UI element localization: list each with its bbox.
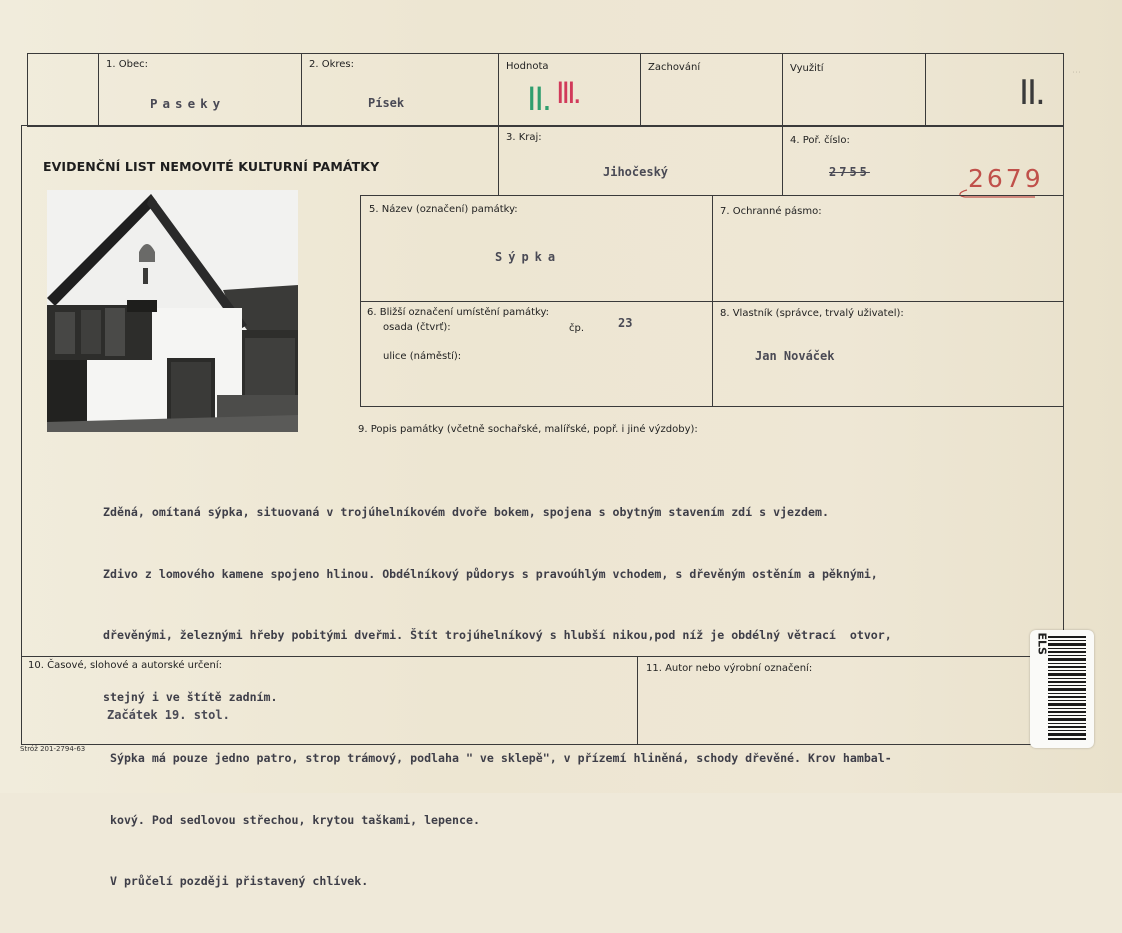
ulice-label: ulice (náměstí):: [383, 351, 462, 362]
popis-line: Sýpka má pouze jedno patro, strop trámový, podlaha " ve sklepě", v přízemí hliněná, schody dřevěné. Krov hambal-: [103, 751, 892, 765]
bleed-through-text: ⋯: [1072, 68, 1081, 78]
vyuziti-label: Využití: [790, 63, 824, 74]
popis-line: dřevěnými, železnými hřeby pobitými dveřmi. Štít trojúhelníkový s hlubší nikou,pod níž je obdélný větrací otvor,: [103, 628, 892, 642]
por-cislo-struck: 2755: [829, 165, 870, 179]
obec-label: 1. Obec:: [106, 59, 148, 70]
monument-photo: [47, 190, 298, 432]
hodnota-value-green: II.: [527, 80, 551, 118]
barcode-sticker: [1030, 630, 1094, 748]
por-cislo-label: 4. Poř. číslo:: [790, 135, 850, 146]
autor-label: 11. Autor nebo výrobní označení:: [646, 663, 813, 674]
nazev-value: Sýpka: [495, 250, 562, 264]
popis-line: Zděná, omítaná sýpka, situovaná v trojúhelníkovém dvoře bokem, spojena s obytným stavením zdí s vjezdem.: [103, 505, 829, 519]
corner-mark: II.: [1019, 73, 1044, 113]
obec-value: Paseky: [150, 96, 226, 111]
footer-code: Stróž 201-2794-63: [20, 745, 86, 753]
hodnota-value-red: III.: [556, 76, 579, 110]
vlastnik-value: Jan Nováček: [755, 349, 835, 363]
popis-line: stejný i ve štítě zadním.: [103, 689, 278, 704]
kraj-value: Jihočeský: [603, 165, 669, 179]
por-cislo-new: 2679: [968, 164, 1044, 193]
hodnota-label: Hodnota: [506, 61, 549, 72]
kraj-label: 3. Kraj:: [506, 132, 542, 143]
vlastnik-label: 8. Vlastník (správce, trvalý uživatel):: [720, 308, 904, 319]
form-title: EVIDENČNÍ LIST NEMOVITÉ KULTURNÍ PAMÁTKY: [43, 159, 380, 174]
barcode-icon: [1048, 636, 1086, 742]
osada-label: osada (čtvrť):: [383, 322, 451, 333]
zachovani-label: Zachování: [648, 62, 701, 73]
popis-label: 9. Popis památky (včetně sochařské, malířské, popř. i jiné výzdoby):: [358, 424, 698, 435]
umisteni-label: 6. Bližší označení umístění památky:: [367, 307, 550, 318]
ochranne-pasmo-label: 7. Ochranné pásmo:: [720, 206, 822, 217]
okres-label: 2. Okres:: [309, 59, 355, 70]
casove-value: Začátek 19. stol.: [107, 708, 230, 722]
popis-line: Zdivo z lomového kamene spojeno hlinou. Obdélníkový půdorys s pravoúhlým vchodem, s dřevěným ostěním a pěknými,: [103, 566, 878, 581]
barcode-text: ELS: [1035, 632, 1049, 655]
popis-text: [103, 461, 1028, 933]
cp-label: čp.: [569, 323, 585, 334]
casove-label: 10. Časové, slohové a autorské určení:: [28, 660, 223, 671]
popis-line: V průčelí později přistavený chlívek.: [103, 874, 369, 888]
cp-value: 23: [618, 316, 633, 330]
okres-value: Písek: [368, 96, 405, 110]
popis-line: kový. Pod sedlovou střechou, krytou taškami, lepence.: [103, 812, 480, 827]
nazev-label: 5. Název (označení) památky:: [369, 204, 518, 215]
